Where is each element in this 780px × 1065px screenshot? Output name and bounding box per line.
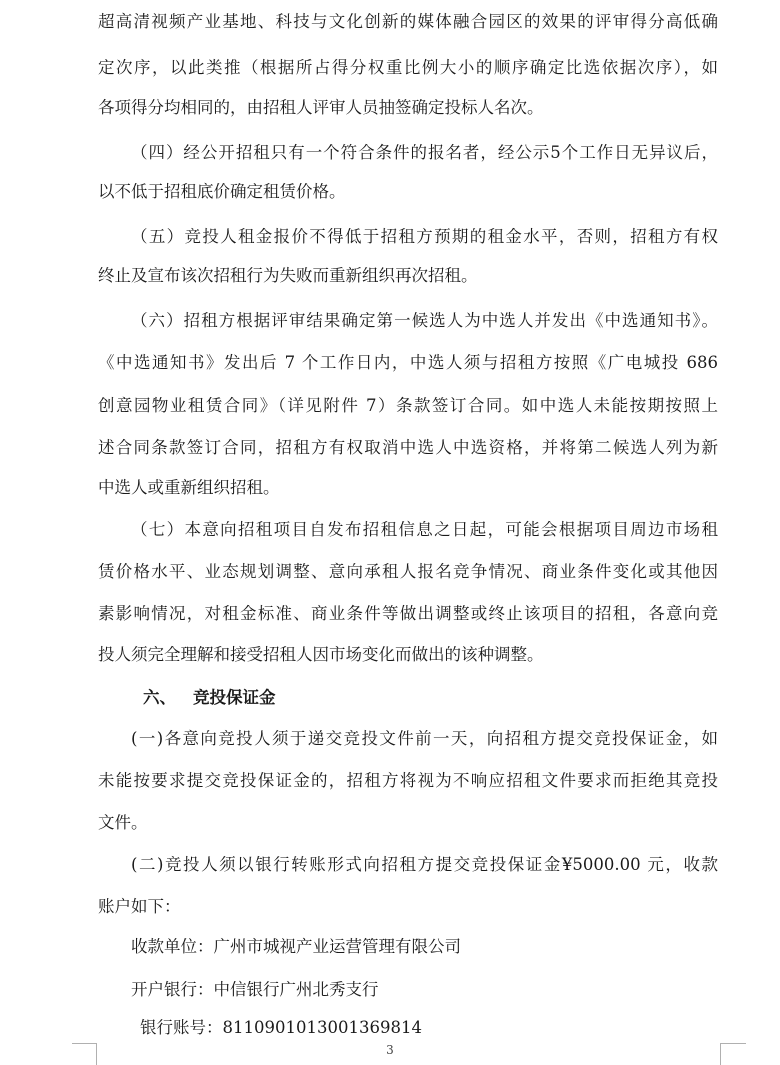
text-line: （五）竞投人租金报价不得低于招租方预期的租金水平，否则，招租方有权: [131, 227, 718, 246]
text-line: 述合同条款签订合同，招租方有权取消中选人中选资格，并将第二候选人列为新: [98, 438, 718, 457]
text-line: 终止及宣布该次招租行为失败而重新组织再次招租。: [98, 266, 478, 285]
text-line: 账户如下：: [98, 897, 181, 916]
text-line: (二)竞投人须以银行转账形式向招租方提交竞投保证金¥5000.00 元，收款: [131, 855, 718, 874]
text-line: （七）本意向招租项目自发布招租信息之日起，可能会根据项目周边市场租: [131, 520, 718, 539]
text-line: 定次序，以此类推（根据所占得分权重比例大小的顺序确定比选依据次序），如: [98, 58, 718, 77]
text-line: 创意园物业租赁合同》（详见附件 7）条款签订合同。如中选人未能按期按照上: [98, 396, 718, 415]
text-line: 投人须完全理解和接受招租人因市场变化而做出的该种调整。: [98, 645, 544, 664]
text-line: 赁价格水平、业态规划调整、意向承租人报名竞争情况、商业条件变化或其他因: [98, 562, 718, 581]
text-line: （六）招租方根据评审结果确定第一候选人为中选人并发出《中选通知书》。: [131, 311, 718, 330]
text-line: 中选人或重新组织招租。: [98, 478, 280, 497]
text-line: 未能按要求提交竞投保证金的，招租方将视为不响应招租文件要求而拒绝其竞投: [98, 771, 718, 790]
page-number: 3: [386, 1043, 394, 1057]
text-line: 文件。: [98, 813, 148, 832]
text-line: （四）经公开招租只有一个符合条件的报名者，经公示5个工作日无异议后，: [131, 143, 718, 162]
text-line: 各项得分均相同的，由招租人评审人员抽签确定投标人名次。: [98, 98, 544, 117]
payee-line: 收款单位：广州市城视产业运营管理有限公司: [131, 937, 461, 956]
text-line: 《中选通知书》发出后 7 个工作日内，中选人须与招租方按照《广电城投 686: [98, 353, 718, 372]
text-line: 超高清视频产业基地、科技与文化创新的媒体融合园区的效果的评审得分高低确: [98, 12, 718, 31]
text-line: (一)各意向竞投人须于递交竞投文件前一天，向招租方提交竞投保证金，如: [131, 729, 718, 748]
account-number-line: 银行账号：8110901013001369814: [140, 1018, 422, 1037]
section-number: 六、: [143, 688, 176, 707]
bank-line: 开户银行：中信银行广州北秀支行: [131, 980, 379, 999]
text-line: 以不低于招租底价确定租赁价格。: [98, 182, 346, 201]
section-title: 竞投保证金: [193, 688, 276, 707]
text-line: 素影响情况，对租金标准、商业条件等做出调整或终止该项目的招租，各意向竞: [98, 604, 718, 623]
